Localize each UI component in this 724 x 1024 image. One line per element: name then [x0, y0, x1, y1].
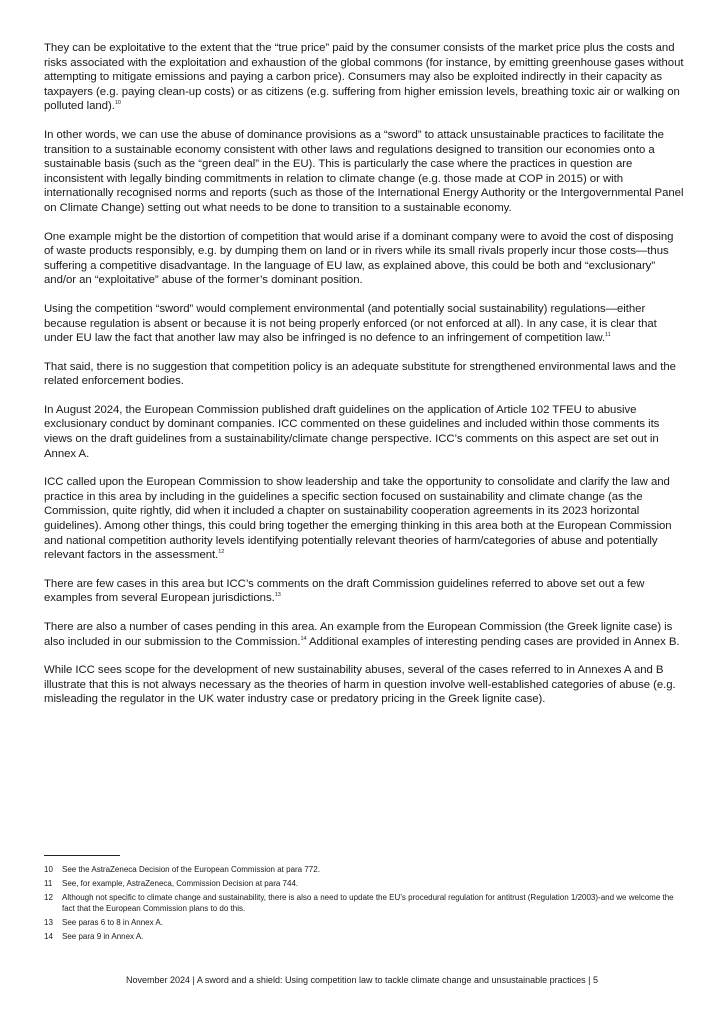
- footnote-number: 11: [44, 879, 53, 888]
- footnote-number: 13: [44, 918, 53, 927]
- footnote-ref[interactable]: 12: [218, 549, 225, 556]
- paragraph: In August 2024, the European Commission published draft guidelines on the application of Article 102 TFEU to abusive exclusionary conduct by dominant companies. ICC commented on these guidelines and included within those comments its views on the draft guidelines from a sustainability/climate change perspective. ICC’s comments on this aspect are set out in Annex A.: [44, 403, 660, 460]
- paragraph: That said, there is no suggestion that competition policy is an adequate substitute for strengthened environmental laws and the related enforcement bodies.: [44, 360, 676, 388]
- footnote-divider: [44, 855, 120, 856]
- footnote-ref[interactable]: 13: [274, 592, 281, 599]
- footnote: [44, 892, 684, 914]
- page-footer: November 2024 | A sword and a shield: Using competition law to tackle climate change and unsustainable practices | 5: [126, 975, 598, 985]
- footnote: [44, 931, 684, 942]
- footnote: [44, 864, 684, 875]
- paragraph: One example might be the distortion of competition that would arise if a dominant company were to avoid the cost of disposing of waste products responsibly, e.g. by dumping them on land or in rivers while its small rivals properly incur those costs—thus suffering a competitive disadvantage. In the language of EU law, as explained above, this could be both and “exclusionary” and/or an “exploitative” abuse of the former’s dominant position.: [44, 230, 674, 287]
- paragraph: There are few cases in this area but ICC’s comments on the draft Commission guidelines referred to above set out a few examples from several European jurisdictions.$^{13}$: [44, 577, 645, 605]
- paragraph: They can be exploitative to the extent that the “true price” paid by the consumer consists of the market price plus the costs and risks associated with the exploitation and exhaustion of the global commons (for instance, by emitting greenhouse gases without attempting to mitigate emissions and paying a carbon price). Consumers may also be exploited indirectly in their capacity as taxpayers (e.g. paying clean-up costs) or as citizens (e.g. suffering from higher emission levels, breathing toxic air or walking on polluted land).$^{10}$: [44, 42, 684, 113]
- footnote: [44, 917, 684, 928]
- paragraph: While ICC sees scope for the development of new sustainability abuses, several of the cases referred to in Annexes A and B illustrate that this is not always necessary as the theories of harm in question involve well-established categories of abuse (e.g. misleading the regulator in the UK water industry case or predatory pricing in the Greek lignite case).: [44, 664, 676, 706]
- body-text: [44, 41, 684, 721]
- footnote-ref[interactable]: 11: [605, 332, 611, 339]
- paragraph: Using the competition “sword” would complement environmental (and potentially social sustainability) regulations—either because regulation is absent or because it is not being properly enforced (or not enforced at all). In any case, it is clear that under EU law the fact that another law may also be infringed is no defence to an infringement of competition law.$^{11}$: [44, 302, 657, 345]
- footnote: [44, 878, 684, 889]
- footnote-text: See para 9 in Annex A.: [62, 932, 144, 941]
- footnote-text: See, for example, AstraZeneca, Commission Decision at para 744.: [62, 879, 299, 888]
- footnote-number: 12: [44, 893, 53, 902]
- footnote-text: See the AstraZeneca Decision of the European Commission at para 772.: [62, 865, 320, 874]
- footnote-number: 10: [44, 865, 53, 874]
- paragraph: ICC called upon the European Commission to show leadership and take the opportunity to consolidate and clarify the law and practice in this area by including in the guidelines a specific section focused on sustainability and climate change (as the Commission, quite rightly, did when it included a chapter on sustainability cooperation agreements in its 2023 horizontal guidelines). Among other things, this could bring together the emerging thinking in this area both at the European Commission and national competition authority levels identifying potentially relevant theories of harm/categories of abuse and potentially relevant factors in the assessment.$^{12}$: [44, 476, 672, 562]
- footnote-number: 14: [44, 932, 53, 941]
- footnote-ref[interactable]: 14: [300, 635, 307, 642]
- footnotes: [44, 864, 684, 945]
- footnote-text: See paras 6 to 8 in Annex A.: [62, 918, 163, 927]
- paragraph: In other words, we can use the abuse of dominance provisions as a “sword” to attack unsustainable practices to facilitate the transition to a sustainable economy consistent with other laws and regulations designed to transition our economies onto a sustainable basis (such as the “green deal” in the EU). This is particularly the case where the practices in question are inconsistent with legally binding commitments in relation to climate change (e.g. those made at COP in 2015) or with internationally recognised norms and reports (such as those of the International Energy Authority or the Intergovernmental Panel on Climate Change) setting out what needs to be done to transition to a sustainable economy.: [44, 128, 684, 214]
- paragraph: There are also a number of cases pending in this area. An example from the European Commission (the Greek lignite case) is also included in our submission to the Commission.$^{14}$ Additional examples of interesting pending cases are provided in Annex B.: [44, 621, 680, 648]
- footnote-text: Although not specific to climate change and sustainability, there is also a need to update the EU’s procedural regulation for antitrust (Regulation 1/2003)-and we welcome the fact that the European Commission plans to do this.: [62, 893, 674, 913]
- footnote-ref[interactable]: 10: [114, 100, 121, 107]
